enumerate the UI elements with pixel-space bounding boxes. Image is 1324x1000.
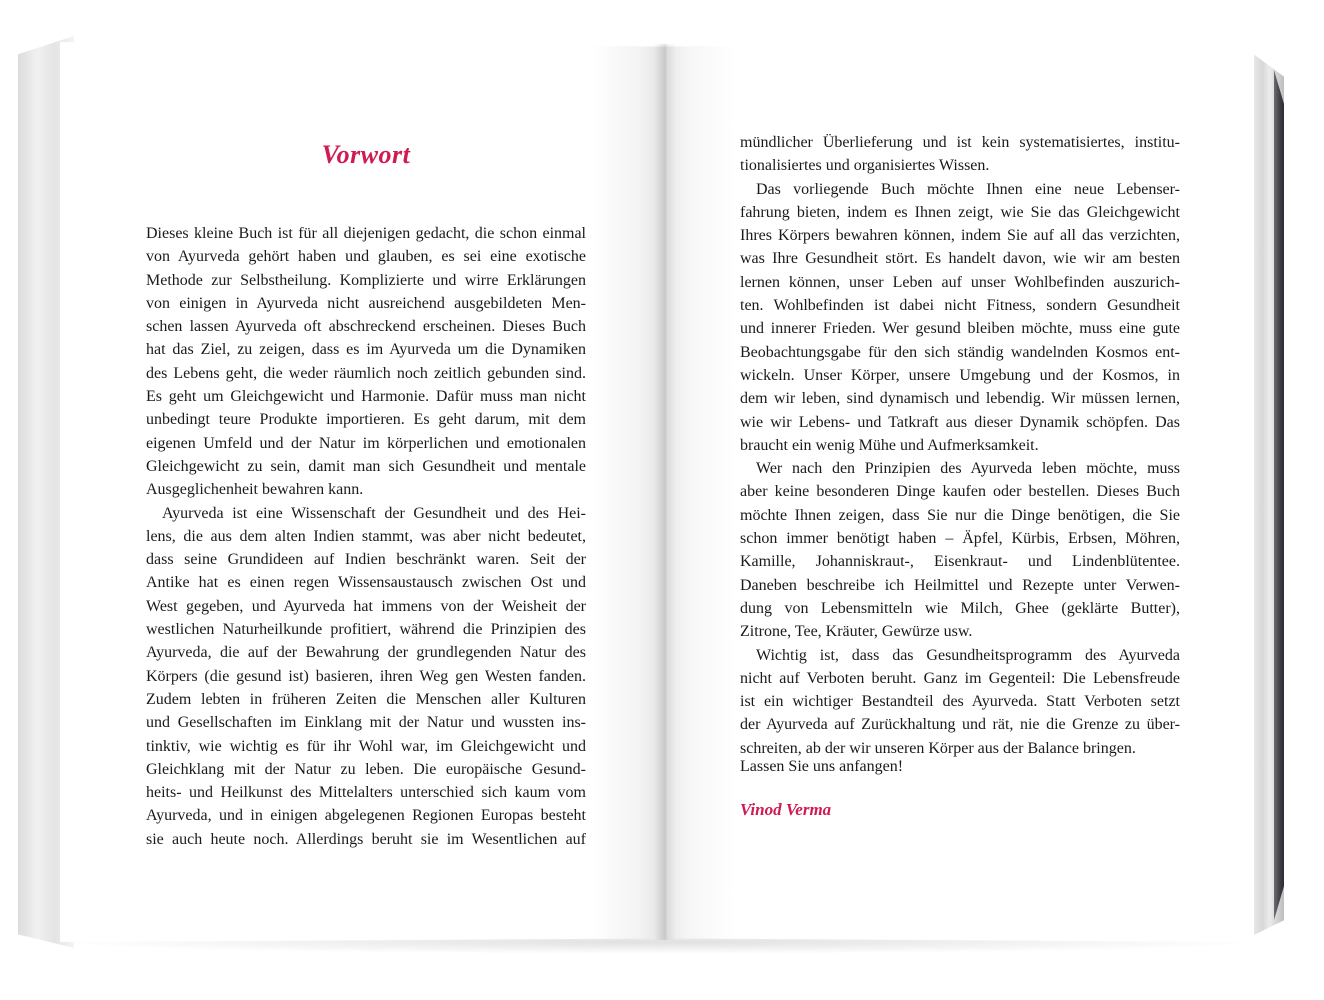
text-line: wickeln. Unser Körper, unsere Umgebung und der Kosmos, in: [740, 366, 1180, 384]
text-line: Wichtig ist, dass das Gesundheitsprogramm des Ayurveda: [756, 646, 1180, 664]
text-line: Gleichgewicht zu sein, damit man sich Gesundheit und mentale: [146, 457, 586, 475]
text-line: dass seine Grundideen auf Indien beschränkt waren. Seit der: [146, 551, 586, 569]
text-line: von Ayurveda gehört haben und glauben, es sei eine exotische: [146, 248, 586, 266]
text-line: ten. Wohlbefinden ist dabei nicht Fitness, sondern Gesundheit: [740, 297, 1180, 315]
text-line: tinktiv, wie wichtig es für ihr Wohl war, im Gleichgewicht und: [146, 737, 586, 755]
text-line: Zitrone, Tee, Kräuter, Gewürze usw.: [740, 623, 973, 641]
text-line: Es geht um Gleichgewicht und Harmonie. Dafür muss man nicht: [146, 388, 586, 406]
text-line: was Ihre Gesundheit stört. Es handelt davon, wie wir am besten: [740, 250, 1180, 268]
text-line: der Ayurveda auf Zurückhaltung und rät, nie die Grenze zu über-: [740, 716, 1180, 734]
text-line: tionalisiertes und organisiertes Wissen.: [740, 157, 990, 175]
text-line: sie auch heute noch. Allerdings beruht sie im Wesentlichen auf: [146, 830, 586, 848]
text-line: braucht ein wenig Mühe und Aufmerksamkeit.: [740, 436, 1039, 454]
text-line: schon immer benötigt haben – Äpfel, Kürbis, Erbsen, Möhren,: [740, 530, 1180, 548]
text-line: Kamille, Johanniskraut-, Eisenkraut- und Lindenblütentee.: [740, 553, 1180, 571]
text-line: fahrung bieten, indem es Ihnen zeigt, wie Sie das Gleichgewicht: [740, 203, 1180, 221]
chapter-title: Vorwort: [321, 140, 411, 169]
text-line: schen lassen Ayurveda oft abschreckend erscheinen. Dieses Buch: [146, 318, 586, 336]
text-line: nicht auf Verboten beruht. Ganz im Gegenteil: Die Lebensfreude: [740, 669, 1180, 687]
text-line: Ayurveda ist eine Wissenschaft der Gesundheit und des Hei-: [162, 504, 586, 522]
text-line: Antike hat es einen regen Wissensaustausch zwischen Ost und: [146, 574, 586, 592]
text-line: Ausgeglichenheit bewahren kann.: [146, 481, 364, 499]
author-signature: Vinod Verma: [740, 800, 832, 819]
text-line: ist ein wichtiger Bestandteil des Ayurveda. Statt Verboten setzt: [740, 693, 1180, 711]
text-line: Gleichklang mit der Natur zu leben. Die europäische Gesund-: [146, 760, 586, 778]
right-page-text: [740, 131, 1180, 760]
text-line: westlichen Naturheilkunde profitiert, während die Prinzipien des: [146, 621, 586, 639]
text-line: lernen können, unser Leben auf unser Wohlbefinden auszurich-: [740, 273, 1180, 291]
text-line: Methode zur Selbstheilung. Komplizierte und wirre Erklärungen: [146, 271, 586, 289]
text-line: von einigen in Ayurveda nicht ausreichend ausgebildeten Men-: [146, 294, 586, 312]
text-line: und innerer Frieden. Wer gesund bleiben möchte, muss eine gute: [740, 320, 1180, 338]
text-line: Ayurveda, die auf der Bewahrung der grundlegenden Natur des: [146, 644, 586, 662]
text-line: Dieses kleine Buch ist für all diejenigen gedacht, die schon einmal: [146, 225, 586, 242]
text-line: dem wir leben, sind dynamisch und lebendig. Wir müssen lernen,: [740, 390, 1180, 408]
text-line: lens, die aus dem alten Indien stammt, was aber nicht bedeutet,: [146, 527, 586, 545]
text-line: hat das Ziel, zu zeigen, dass es im Ayurveda um die Dynamiken: [146, 341, 586, 359]
text-line: schreiten, ab der wir unseren Körper aus der Balance bringen.: [740, 739, 1136, 757]
text-line: heits- und Heilkunst des Mittelalters unterschied sich kaum vom: [146, 784, 586, 802]
text-line: möchte Ihnen zeigen, dass Sie nur die Dinge benötigen, die Sie: [740, 506, 1180, 524]
text-line: mündlicher Überlieferung und ist kein systematisiertes, institu-: [740, 134, 1180, 151]
text-line: Ihres Körpers bewahren können, indem Sie auf all das verzichten,: [740, 227, 1180, 245]
book-gutter: [654, 44, 676, 940]
text-line: wie wir Lebens- und Tatkraft aus dieser Dynamik schöpfen. Das: [740, 413, 1180, 431]
text-line: dung von Lebensmitteln wie Milch, Ghee (geklärte Butter),: [740, 599, 1180, 617]
left-page-text: [146, 222, 586, 851]
text-line: Zudem lebten in früheren Zeiten die Menschen aller Kulturen: [146, 690, 586, 708]
text-line: unbedingt teure Produkte importieren. Es geht darum, mit dem: [146, 411, 586, 429]
closing-line: Lassen Sie uns anfangen!: [740, 758, 904, 775]
book-cover-edge: [1274, 70, 1284, 920]
text-line: Daneben beschreibe ich Heilmittel und Rezepte unter Verwen-: [740, 576, 1180, 594]
text-line: aber keine besonderen Dinge kaufen oder bestellen. Dieses Buch: [740, 483, 1180, 501]
text-line: Das vorliegende Buch möchte Ihnen eine neue Lebenser-: [756, 180, 1180, 198]
text-line: eigenen Umfeld und der Natur im körperlichen und emotionalen: [146, 434, 586, 452]
text-line: Beobachtungsgabe für den sich ständig wandelnden Kosmos ent-: [740, 343, 1180, 361]
text-line: Körpers (die gesund ist) basieren, ihren Weg gen Westen fanden.: [146, 667, 586, 685]
text-line: und Gesellschaften im Einklang mit der Natur und wussten ins-: [146, 714, 586, 732]
text-line: Ayurveda, und in einigen abgelegenen Regionen Europas besteht: [146, 807, 586, 825]
text-line: des Lebens geht, die weder räumlich noch zeitlich gebunden sind.: [146, 364, 586, 382]
text-line: West gegeben, und Ayurveda hat immens von der Weisheit der: [146, 597, 586, 615]
text-line: Wer nach den Prinzipien des Ayurveda leben möchte, muss: [756, 460, 1180, 478]
